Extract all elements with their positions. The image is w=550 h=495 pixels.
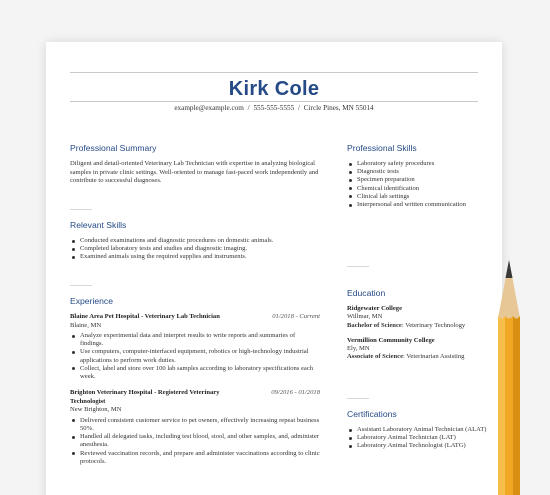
section-divider [347,398,369,399]
experience-section [70,296,320,466]
relevant-skills-section [70,220,320,262]
certifications-list [347,426,487,451]
section-divider [70,285,92,286]
list-item: Laboratory Animal Technician (LAT) [347,434,487,442]
experience-heading: Experience [70,296,113,306]
pencil-highlight [498,316,505,495]
list-item: Examined animals using the required supplies and instruments. [70,253,320,261]
resume-page [46,42,502,495]
contact-separator: / [247,104,250,112]
pencil-shadow [513,316,520,495]
school-name: Vermillion Community College [347,336,435,344]
education-entry [347,305,487,330]
list-item: Laboratory safety procedures [347,160,487,168]
school-location: Willmar, MN [347,313,383,321]
list-item: Laboratory Animal Technologist (LATG) [347,442,487,450]
degree-colon: : [401,321,406,329]
summary-text: Diligent and detail-oriented Veterinary Lab Technician with expertise in analyzing biological samples in private clinic settings. Well-oriented to manage fast-paced work independently and contribute to successful diagnoses. [70,160,319,184]
list-item: Chemical identification [347,185,487,193]
list-item: Use computers, computer-interfaced equipment, robotics or high-technology industrial applications to perform work duties. [70,348,320,364]
professional-skills-heading: Professional Skills [347,143,417,153]
degree-field: Veterinary Technology [405,321,466,329]
pencil-lead [506,260,513,278]
relevant-skills-list [70,237,320,262]
pencil-icon [494,258,524,495]
education-section [347,288,487,362]
job-bullets [70,417,320,466]
job-entry [70,389,320,466]
list-item: Interpersonal and written communication [347,201,487,209]
job-location: New Brighton, MN [70,406,122,414]
job-title: Brighton Veterinary Hospital - Registered Veterinary Technologist [70,389,220,405]
job-entry [70,313,320,381]
school-name: Ridgewater College [347,305,402,312]
degree-colon: : [403,353,407,361]
list-item: Reviewed vaccination records, and prepare and administer vaccinations according to clinic protocols. [70,450,320,466]
degree-line [347,353,487,361]
pencil-scallop [498,316,520,319]
contact-separator: / [297,104,300,112]
candidate-name: Kirk Cole [228,78,320,100]
list-item: Diagnostic tests [347,168,487,176]
header-bottom-rule [70,101,478,102]
job-bullets [70,332,320,381]
degree-line [347,322,487,330]
relevant-skills-heading: Relevant Skills [70,220,127,230]
certifications-section [347,409,487,451]
contact-email: example@example.com [174,104,244,112]
job-dates: 09/2016 - 01/2018 [271,389,320,397]
professional-skills-section [347,143,487,209]
list-item: Completed laboratory tests and studies and diagnostic imaging. [70,245,320,253]
list-item: Conducted examinations and diagnostic procedures on domestic animals. [70,237,320,245]
summary-heading: Professional Summary [70,143,157,153]
list-item: Clinical lab settings [347,193,487,201]
contact-location: Circle Pines, MN 55014 [303,104,374,112]
contact-line [46,104,502,112]
education-heading: Education [347,288,386,298]
job-dates: 01/2018 - Current [272,313,320,320]
degree-label: Bachelor of Science [347,321,402,329]
list-item: Delivered consistent customer service to pet owners, effectively increasing repeat business 50%. [70,417,320,433]
job-header [70,313,320,322]
list-item: Handled all delegated tasks, including test blood, stool, and other samples, and, administer anesthesia. [70,433,320,449]
certifications-heading: Certifications [347,409,397,419]
degree-label: Associate of Science [347,353,404,361]
section-divider [70,209,92,210]
list-item: Analyze experimental data and interpret results to write reports and summaries of findings. [70,332,320,348]
list-item: Specimen preparation [347,176,487,184]
degree-field: Veterinarian Assisting [406,353,465,361]
professional-skills-list [347,160,487,209]
section-divider [347,266,369,267]
list-item: Collect, label and store over 100 lab samples according to laboratory specifications each week. [70,365,320,381]
contact-phone: 555-555-5555 [253,104,295,112]
job-header [70,389,320,406]
school-location: Ely, MN [347,345,370,353]
summary-section [70,143,320,186]
education-entry [347,337,487,362]
header-top-rule [70,72,478,73]
job-title: Blaine Area Pet Hospital - Veterinary Lab Technician [70,313,220,320]
job-location: Blaine, MN [70,321,102,329]
list-item: Assistant Laboratory Animal Technician (ALAT) [347,426,487,434]
